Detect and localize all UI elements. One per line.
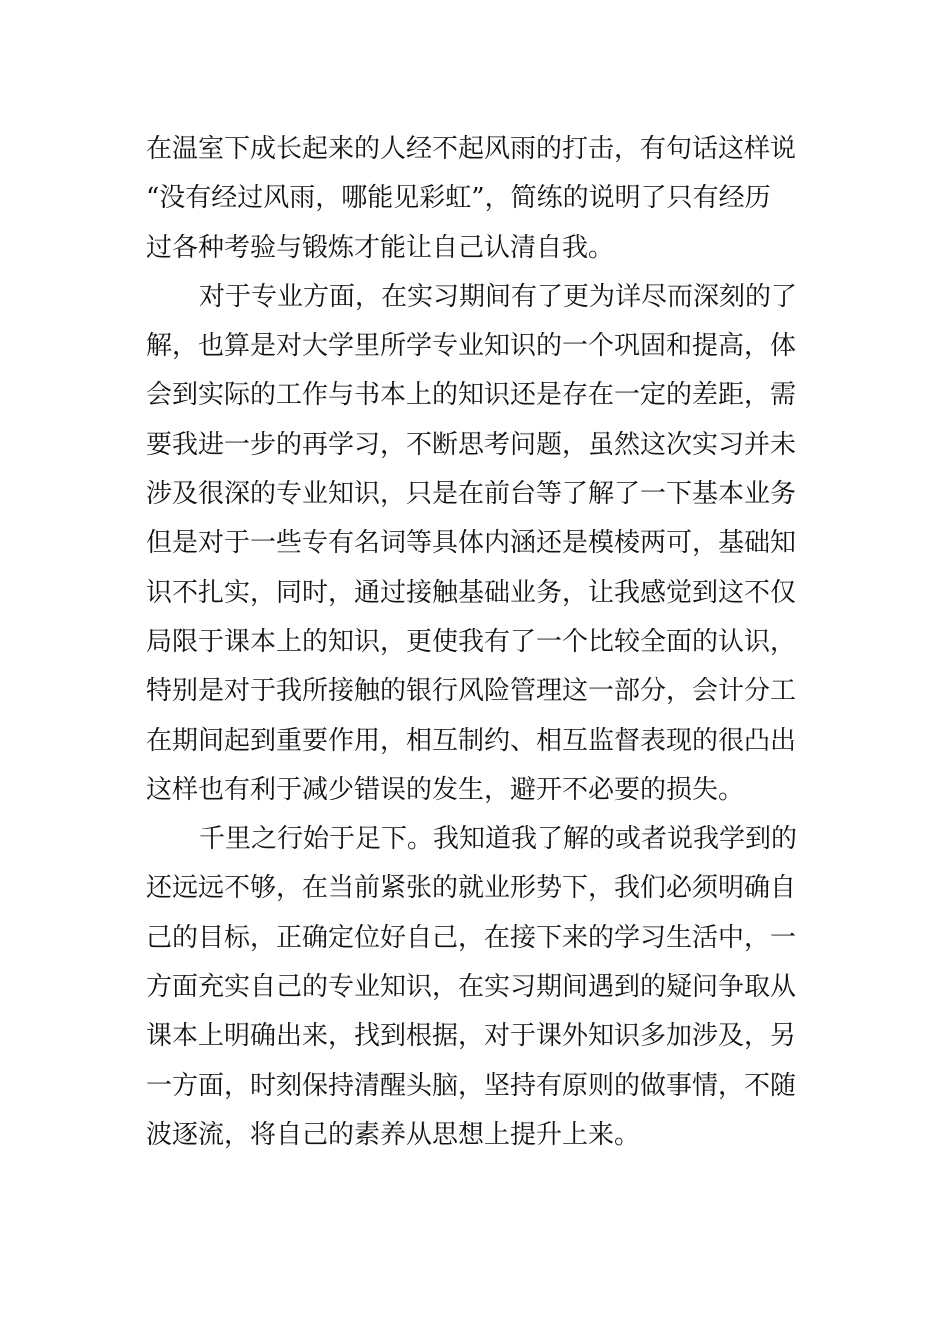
text-line: 识不扎实，同时，通过接触基础业务，让我感觉到这不仅 xyxy=(146,577,797,608)
text-line: 在期间起到重要作用，相互制约、相互监督表现的很凸出 xyxy=(146,725,797,756)
text-line: 课本上明确出来，找到根据，对于课外知识多加涉及，另 xyxy=(146,1021,797,1052)
text-line: 特别是对于我所接触的银行风险管理这一部分，会计分工 xyxy=(146,676,797,707)
text-line: 解，也算是对大学里所学专业知识的一个巩固和提高，体 xyxy=(146,331,797,362)
paragraph-start-line: 千里之行始于足下。我知道我了解的或者说我学到的 xyxy=(199,824,798,855)
text-line: 过各种考验与锻炼才能让自己认清自我。 xyxy=(146,232,615,263)
text-line: 涉及很深的专业知识，只是在前台等了解了一下基本业务 xyxy=(146,479,797,510)
text-line: 这样也有利于减少错误的发生，避开不必要的损失。 xyxy=(146,774,745,805)
text-line: 一方面，时刻保持清醒头脑，坚持有原则的做事情，不随 xyxy=(146,1070,797,1101)
text-line: 在温室下成长起来的人经不起风雨的打击，有句话这样说 xyxy=(146,134,797,164)
text-line: 要我进一步的再学习，不断思考问题，虽然这次实习并未 xyxy=(146,429,797,460)
text-line: 局限于课本上的知识，更使我有了一个比较全面的认识， xyxy=(146,626,797,657)
paragraph-start-line: 对于专业方面，在实习期间有了更为详尽而深刻的了 xyxy=(199,281,798,312)
text-line: 方面充实自己的专业知识，在实习期间遇到的疑问争取从 xyxy=(146,972,797,1003)
text-line: 但是对于一些专有名词等具体内涵还是模棱两可，基础知 xyxy=(146,528,797,559)
text-line: 己的目标，正确定位好自己，在接下来的学习生活中，一 xyxy=(146,922,797,953)
text-line: 会到实际的工作与书本上的知识还是存在一定的差距，需 xyxy=(146,380,797,411)
text-line: 还远远不够，在当前紧张的就业形势下，我们必须明确自 xyxy=(146,873,797,904)
text-line: 波逐流，将自己的素养从思想上提升上来。 xyxy=(146,1119,641,1150)
body-text xyxy=(146,125,806,1160)
text-line: “没有经过风雨，哪能见彩虹”，简练的说明了只有经历 xyxy=(146,183,771,214)
